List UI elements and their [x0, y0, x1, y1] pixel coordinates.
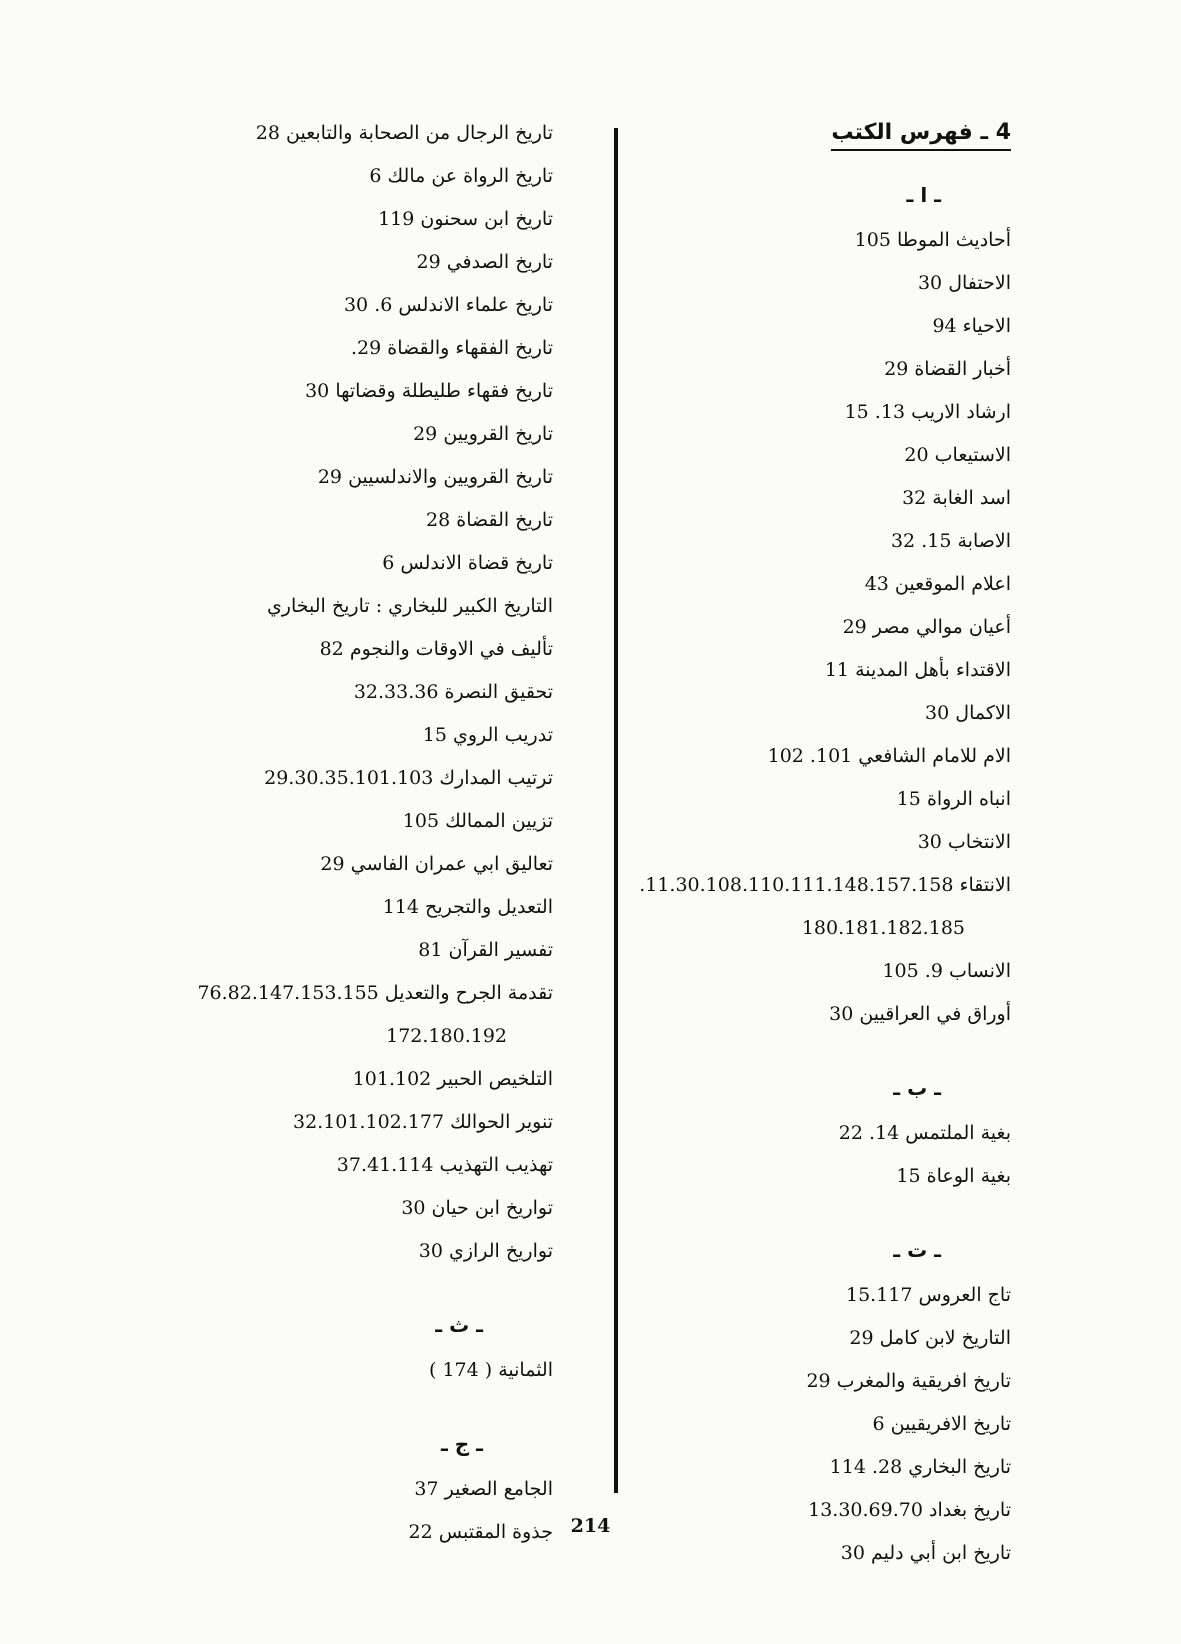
index-entry: تاريخ ابن سحنون 119 — [378, 208, 553, 230]
index-entry: تاريخ بغداد 13.30.69.70 — [808, 1499, 1011, 1521]
index-entry: التلخيص الحبير 101.102 — [352, 1068, 553, 1090]
index-entry: تاريخ افريقية والمغرب 29 — [806, 1370, 1011, 1392]
index-column-left — [133, 112, 553, 1554]
index-entry: الاحتفال 30 — [917, 272, 1011, 294]
index-entry: بغية الملتمس 14. 22 — [838, 1122, 1011, 1144]
index-entry: أحاديث الموطا 105 — [854, 229, 1011, 251]
index-entry: الانتقاء 11.30.108.110.111.148.157.158. — [639, 874, 1011, 896]
index-entry: تنوير الحوالك 32.101.102.177 — [292, 1111, 553, 1133]
index-entry: الاستيعاب 20 — [904, 444, 1011, 466]
index-entry: الاكمال 30 — [925, 702, 1011, 724]
letter-section-heading: ـ ت ـ — [893, 1238, 941, 1262]
letter-section-heading: ـ ب ـ — [893, 1076, 941, 1100]
index-entry: الجامع الصغير 37 — [414, 1478, 553, 1500]
right-entries — [591, 171, 1011, 1575]
index-heading: 4 ـ فهرس الكتب — [831, 120, 1011, 151]
index-entry: التاريخ لابن كامل 29 — [849, 1327, 1011, 1349]
section-gap — [591, 1036, 1011, 1064]
index-entry: ترتيب المدارك 29.30.35.101.103 — [264, 767, 553, 789]
index-entry: أوراق في العراقيين 30 — [829, 1003, 1011, 1025]
index-entry: الانساب 9. 105 — [882, 960, 1011, 982]
index-entry: ارشاد الاريب 13. 15 — [844, 401, 1011, 423]
letter-section-heading: ـ ث ـ — [435, 1313, 483, 1337]
index-entry: تاريخ قضاة الاندلس 6 — [382, 552, 553, 574]
index-entry: بغية الوعاة 15 — [896, 1165, 1011, 1187]
index-entry: انباه الرواة 15 — [896, 788, 1011, 810]
index-entry: تاريخ القضاة 28 — [426, 509, 553, 531]
index-entry: تاريخ ابن أبي دليم 30 — [840, 1542, 1011, 1564]
index-entry: تاريخ الفقهاء والقضاة 29. — [350, 337, 553, 359]
index-entry: تحقيق النصرة 32.33.36 — [353, 681, 553, 703]
index-entry: تواريخ الرازي 30 — [418, 1240, 553, 1262]
index-entry-continuation: 180.181.182.185 — [801, 917, 965, 939]
page-number: 214 — [570, 1515, 611, 1537]
index-entry: تاريخ الصدفي 29 — [416, 251, 553, 273]
index-entry: تاج العروس 15.117 — [846, 1284, 1011, 1306]
index-entry: الام للامام الشافعي 101. 102 — [767, 745, 1011, 767]
index-entry: تزيين الممالك 105 — [402, 810, 553, 832]
index-entry: تاريخ البخاري 28. 114 — [829, 1456, 1011, 1478]
index-entry: تهذيب التهذيب 37.41.114 — [336, 1154, 553, 1176]
index-entry: تاريخ الرواة عن مالك 6 — [369, 165, 553, 187]
section-gap — [133, 1273, 553, 1301]
index-entry: تاريخ الافريقيين 6 — [872, 1413, 1011, 1435]
section-gap — [591, 1198, 1011, 1226]
column-divider — [614, 128, 618, 1493]
index-entry: الاحياء 94 — [932, 315, 1011, 337]
index-entry: تعاليق ابي عمران الفاسي 29 — [320, 853, 553, 875]
index-entry: جذوة المقتبس 22 — [408, 1521, 553, 1543]
letter-section-heading: ـ ا ـ — [906, 183, 941, 207]
section-gap — [133, 1392, 553, 1420]
index-entry: تاريخ فقهاء طليطلة وقضاتها 30 — [305, 380, 553, 402]
index-entry: الاقتداء بأهل المدينة 11 — [824, 659, 1011, 681]
index-entry: أخبار القضاة 29 — [884, 358, 1011, 380]
index-entry: تأليف في الاوقات والنجوم 82 — [319, 638, 553, 660]
index-entry: تاريخ الرجال من الصحابة والتابعين 28 — [255, 122, 553, 144]
index-entry: الانتخاب 30 — [917, 831, 1011, 853]
index-entry: اعلام الموقعين 43 — [864, 573, 1011, 595]
index-entry: تقدمة الجرح والتعديل 76.82.147.153.155 — [197, 982, 553, 1004]
index-entry: التاريخ الكبير للبخاري : تاريخ البخاري — [266, 595, 553, 617]
index-entry: تفسير القرآن 81 — [418, 939, 553, 961]
index-entry: تدريب الروي 15 — [422, 724, 553, 746]
index-entry: تاريخ القرويين 29 — [413, 423, 553, 445]
index-entry: تواريخ ابن حيان 30 — [401, 1197, 553, 1219]
index-entry: الاصابة 15. 32 — [890, 530, 1011, 552]
index-entry: الثمانية ( 174 ) — [429, 1359, 553, 1381]
letter-section-heading: ـ ج ـ — [440, 1432, 483, 1456]
index-entry: اسد الغابة 32 — [902, 487, 1011, 509]
index-column-right — [591, 112, 1011, 1575]
index-entry-continuation: 172.180.192 — [386, 1025, 507, 1047]
index-entry: تاريخ القرويين والاندلسيين 29 — [317, 466, 553, 488]
index-entry: التعديل والتجريح 114 — [382, 896, 553, 918]
index-entry: أعيان موالي مصر 29 — [842, 616, 1011, 638]
left-entries — [133, 112, 553, 1554]
index-entry: تاريخ علماء الاندلس 6. 30 — [343, 294, 553, 316]
